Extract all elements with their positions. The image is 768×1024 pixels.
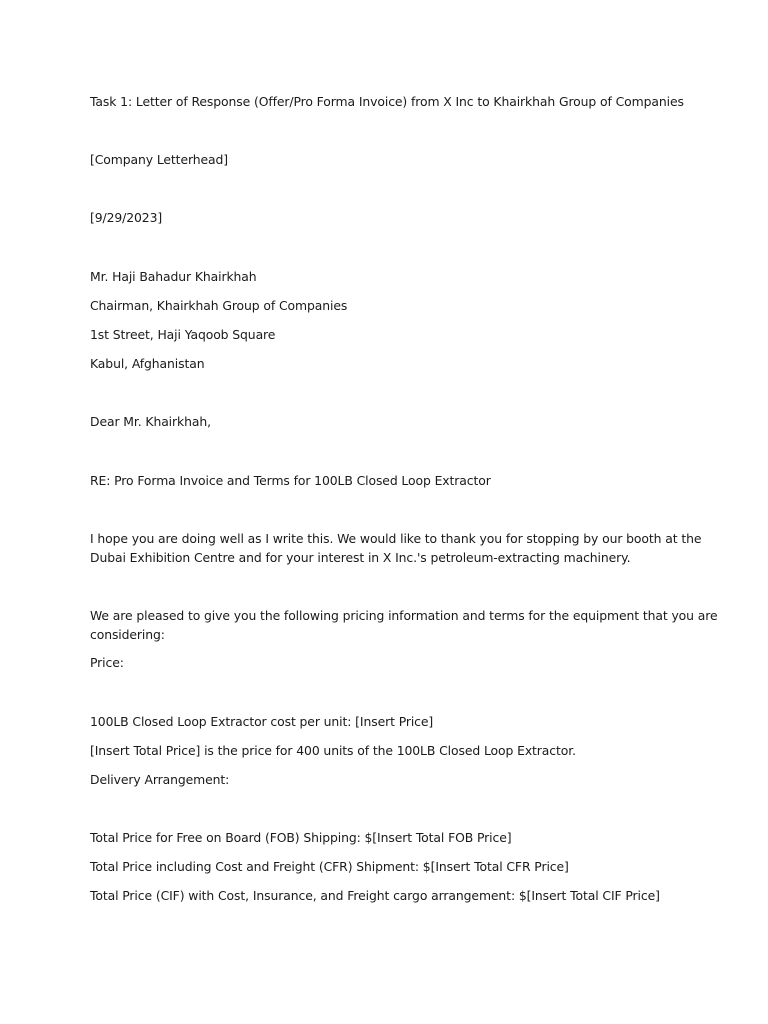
recipient-name: Mr. Haji Bahadur Khairkhah bbox=[90, 269, 257, 284]
price-heading: Price: bbox=[90, 655, 124, 670]
price-item-unit-cost: 100LB Closed Loop Extractor cost per unit: [Insert Price] bbox=[90, 714, 434, 729]
delivery-item-cfr: Total Price including Cost and Freight (CFR) Shipment: $[Insert Total CFR Price] bbox=[90, 859, 569, 874]
recipient-street: 1st Street, Haji Yaqoob Square bbox=[90, 327, 276, 342]
recipient-position: Chairman, Khairkhah Group of Companies bbox=[90, 298, 348, 313]
salutation: Dear Mr. Khairkhah, bbox=[90, 414, 211, 429]
document-title: Task 1: Letter of Response (Offer/Pro Forma Invoice) from X Inc to Khairkhah Group of Companies bbox=[90, 94, 684, 109]
delivery-item-fob: Total Price for Free on Board (FOB) Shipping: $[Insert Total FOB Price] bbox=[90, 830, 512, 845]
recipient-city: Kabul, Afghanistan bbox=[90, 356, 205, 371]
letter-date: [9/29/2023] bbox=[90, 210, 163, 225]
intro-paragraph-line-1: I hope you are doing well as I write this. We would like to thank you for stopping by our booth at the bbox=[90, 531, 702, 546]
intro-paragraph-line-2: Dubai Exhibition Centre and for your interest in X Inc.'s petroleum-extracting machinery. bbox=[90, 550, 631, 565]
pricing-intro-line-2: considering: bbox=[90, 627, 165, 642]
price-item-total-cost: [Insert Total Price] is the price for 400 units of the 100LB Closed Loop Extractor. bbox=[90, 743, 576, 758]
delivery-heading: Delivery Arrangement: bbox=[90, 772, 230, 787]
subject-line: RE: Pro Forma Invoice and Terms for 100LB Closed Loop Extractor bbox=[90, 473, 491, 488]
delivery-item-cif: Total Price (CIF) with Cost, Insurance, and Freight cargo arrangement: $[Insert Total CIF Price] bbox=[90, 888, 660, 903]
company-letterhead: [Company Letterhead] bbox=[90, 152, 229, 167]
pricing-intro-line-1: We are pleased to give you the following pricing information and terms for the equipment that you are bbox=[90, 608, 718, 623]
